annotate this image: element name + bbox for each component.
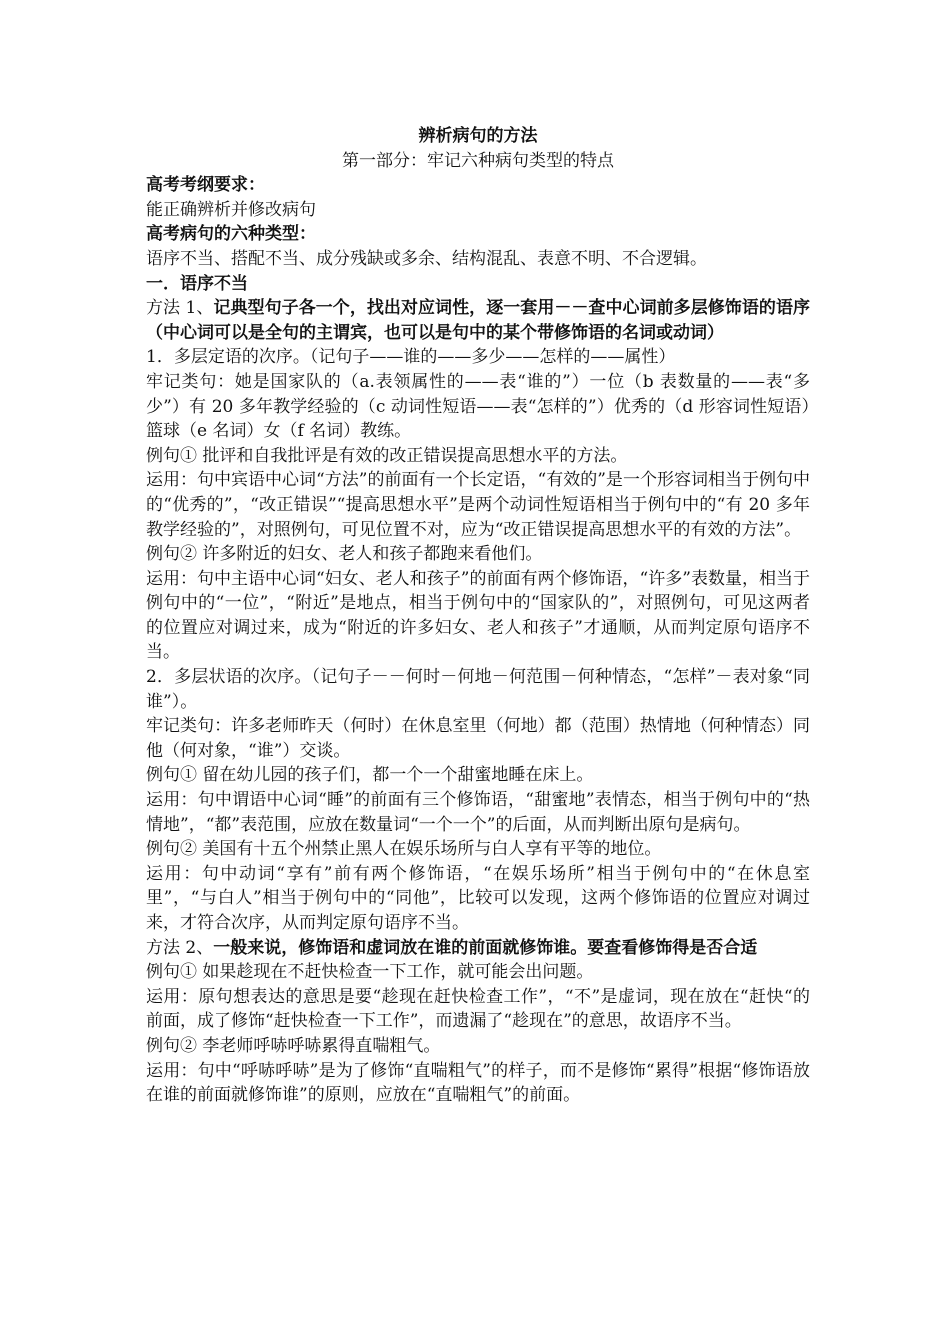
method-2-example-2: 例句② 李老师呼哧呼哧累得直喘粗气。	[146, 1035, 441, 1056]
subsection-2-heading: 2．多层状语的次序。（记句子－－何时－何地－何范围－何种情态，“怎样”－表对象“同谁”）。	[146, 667, 810, 712]
method-2-prefix: 方法 2、	[146, 937, 214, 958]
subsection-1-heading: 1．多层定语的次序。（记句子——谁的——多少——怎样的——属性）	[146, 347, 676, 368]
document-body	[146, 124, 810, 1108]
subsection-1-application-1: 运用：句中宾语中心词“方法”的前面有一个长定语，“有效的”是一个形容词相当于例句中的“优秀的”，“改正错误”“提高思想水平”是两个动词性短语相当于例句中的“有 20 多年教学经验的”，对照例句，可见位置不对，应为“改正错误提高思想水平的有效的方法”。	[146, 470, 810, 540]
six-types-text: 语序不当、搭配不当、成分残缺或多余、结构混乱、表意不明、不合逻辑。	[146, 248, 707, 269]
method-2-application-1: 运用：原句想表达的意思是要“趁现在赶快检查工作”，“不”是虚词，现在放在“赶快“的前面，成了修饰“赶快检查一下工作”，而遗漏了“趁现在”的意思，故语序不当。	[146, 986, 810, 1032]
subsection-2-model-sentence: 牢记类句：许多老师昨天（何时）在休息室里（何地）都（范围）热情地（何种情态）同他（何对象，“谁”）交谈。	[146, 716, 810, 761]
subsection-1-application-2: 运用：句中主语中心词“妇女、老人和孩子”的前面有两个修饰语，“许多”表数量，相当于例句中的“一位”，“附近”是地点，相当于例句中的“国家队的”，对照例句，可见这两者的位置应对调过来，成为“附近的许多妇女、老人和孩子”才通顺，从而判定原句语序不当。	[146, 568, 810, 663]
subsection-2-application-1: 运用：句中谓语中心词“睡”的前面有三个修饰语，“甜蜜地”表情态，相当于例句中的“热情地”，“都”表范围，应放在数量词“一个一个”的后面，从而判断出原句是病句。	[146, 790, 810, 835]
document-title: 辨析病句的方法	[418, 126, 538, 146]
method-2-text: 一般来说，修饰语和虚词放在谁的前面就修饰谁。要查看修饰得是否合适	[213, 937, 758, 958]
heading-six-types: 高考病句的六种类型：	[146, 224, 316, 245]
section-heading-word-order: 一．语序不当	[146, 273, 248, 294]
subsection-1-example-2: 例句② 许多附近的妇女、老人和孩子都跑来看他们。	[146, 544, 543, 565]
subsection-2-example-2: 例句② 美国有十五个州禁止黑人在娱乐场所与白人享有平等的地位。	[146, 839, 662, 860]
method-2-application-2: 运用：句中“呼哧呼哧”是为了修饰“直喘粗气”的样子，而不是修饰“累得”根据“修饰语放在谁的前面就修饰谁”的原则，应放在“直喘粗气”的前面。	[146, 1060, 810, 1106]
method-1-text: 记典型句子各一个，找出对应词性，逐一套用－－查中心词前多层修饰语的语序（中心词可以是全句的主谓宾，也可以是句中的某个带修饰语的名词或动词）	[146, 298, 810, 343]
method-1-prefix: 方法 1、	[146, 298, 214, 319]
requirements-text: 能正确辨析并修改病句	[146, 199, 316, 220]
subsection-2-application-2: 运用：句中动词“享有”前有两个修饰语，“在娱乐场所”相当于例句中的“在休息室里”，“与白人”相当于例句中的“同他”，比较可以发现，这两个修饰语的位置应对调过来，才符合次序，从而判定原句语序不当。	[146, 863, 810, 933]
method-1-paragraph	[146, 296, 810, 345]
method-2-example-1: 例句① 如果趁现在不赶快检查一下工作，就可能会出问题。	[146, 962, 594, 983]
method-2-paragraph	[146, 936, 810, 961]
subsection-2-example-1: 例句① 留在幼儿园的孩子们，都一个一个甜蜜地睡在床上。	[146, 765, 594, 786]
heading-requirements: 高考考纲要求：	[146, 175, 265, 196]
document-subtitle: 第一部分：牢记六种病句类型的特点	[342, 150, 614, 171]
subsection-1-example-1: 例句① 批评和自我批评是有效的改正错误提高思想水平的方法。	[146, 445, 628, 466]
subsection-1-model-sentence: 牢记类句：她是国家队的（a.表领属性的——表“谁的”）一位（b 表数量的——表“多少”）有 20 多年教学经验的（c 动词性短语——表“怎样的”）优秀的（d 形容词性短语）篮球（e 名词）女（f 名词）教练。	[146, 371, 810, 442]
